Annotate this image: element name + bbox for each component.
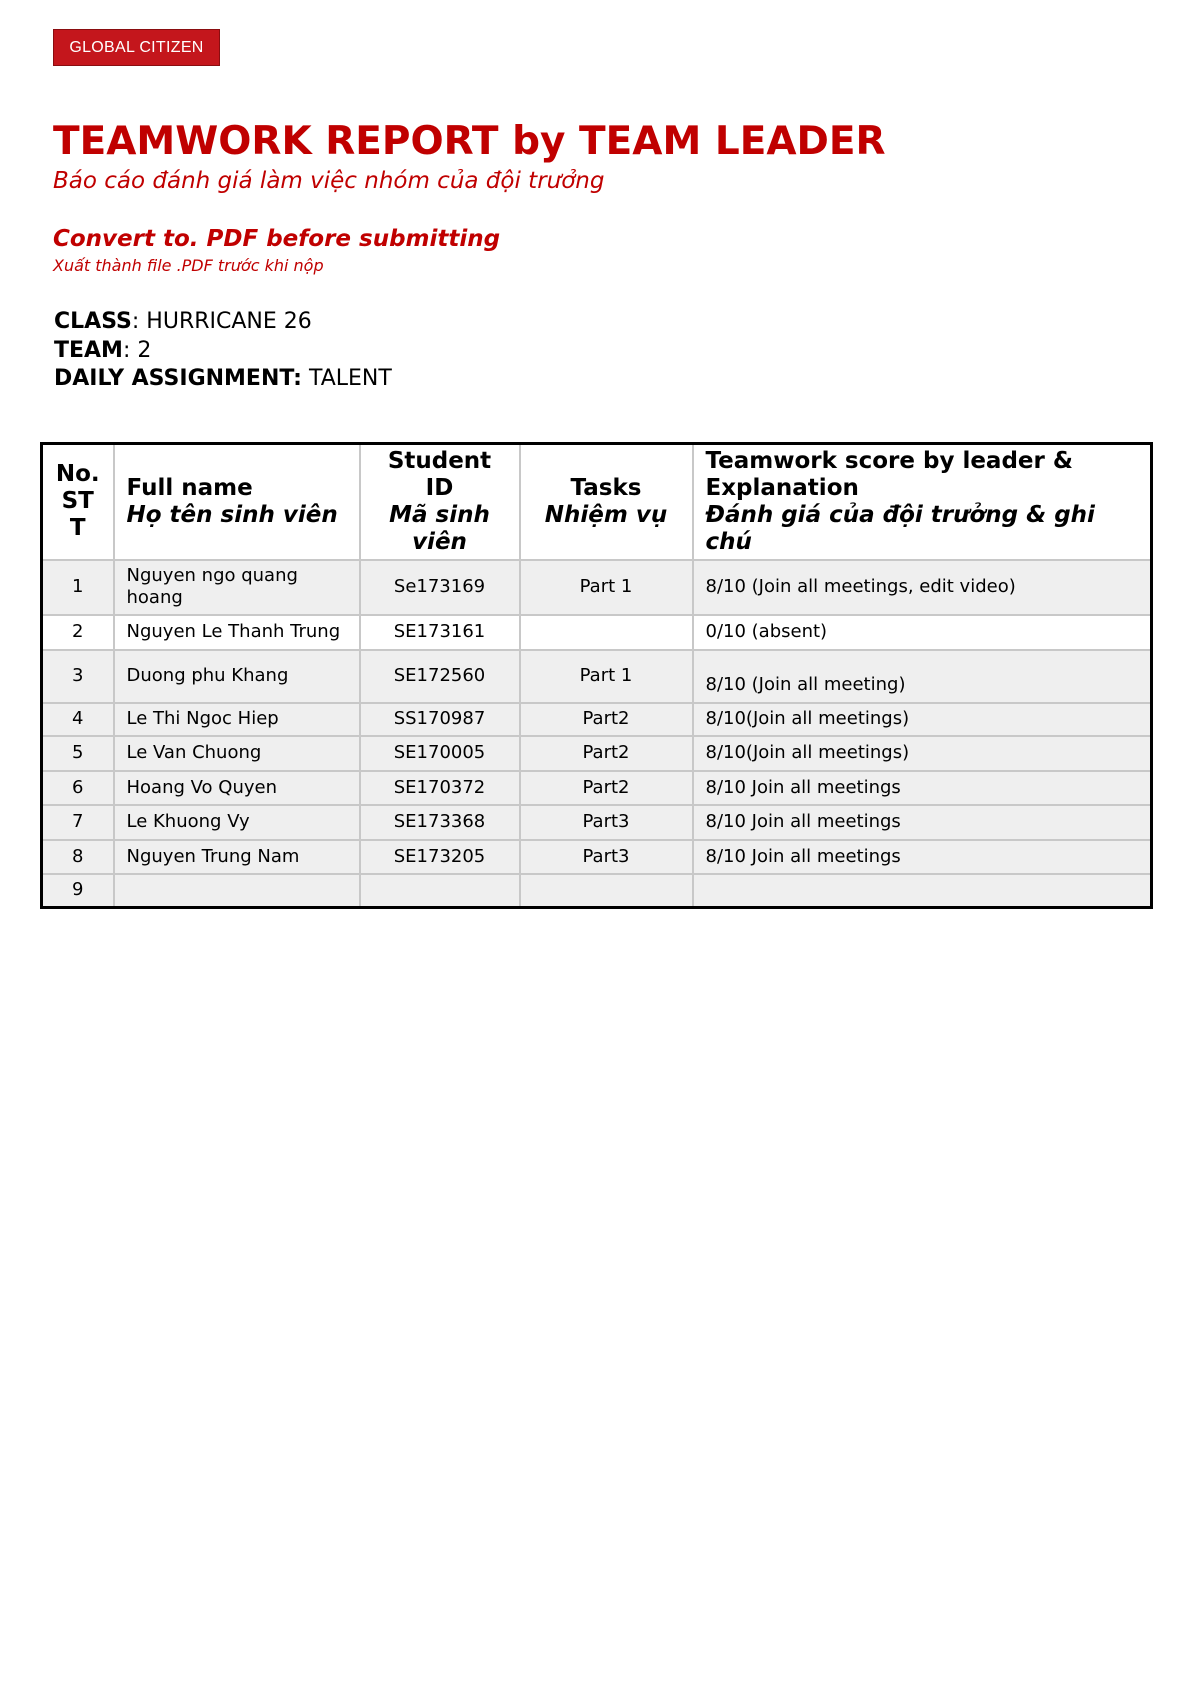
cell-name: Nguyen Le Thanh Trung xyxy=(114,615,360,650)
cell-task: Part3 xyxy=(520,805,693,840)
header-id-vn: Mã sinh viên xyxy=(389,501,490,555)
cell-name: Le Khuong Vy xyxy=(114,805,360,840)
cell-student-id: SE173205 xyxy=(360,840,520,874)
header-no-vn: ST T xyxy=(61,488,94,542)
header-id-en: Student ID xyxy=(387,447,492,501)
table-row xyxy=(42,840,1152,874)
team-value: : 2 xyxy=(122,338,152,363)
table-row xyxy=(42,615,1152,650)
cell-no: 5 xyxy=(42,736,114,771)
assignment-value: TALENT xyxy=(301,366,392,391)
cell-name: Nguyen Trung Nam xyxy=(114,840,360,874)
header-name-en: Full name xyxy=(126,474,253,501)
cell-no: 6 xyxy=(42,771,114,805)
cell-no: 3 xyxy=(42,650,114,703)
teamwork-table xyxy=(40,442,1153,909)
cell-name: Hoang Vo Quyen xyxy=(114,771,360,805)
cell-score: 8/10(Join all meetings) xyxy=(693,736,1152,771)
cell-no: 2 xyxy=(42,615,114,650)
cell-no: 9 xyxy=(42,874,114,908)
page-title: TEAMWORK REPORT by TEAM LEADER xyxy=(53,119,886,164)
header-no-en: No. xyxy=(55,461,100,488)
table-row xyxy=(42,736,1152,771)
table-row xyxy=(42,650,1152,703)
cell-score: 8/10 Join all meetings xyxy=(693,840,1152,874)
cell-name: Le Thi Ngoc Hiep xyxy=(114,703,360,736)
team-label: TEAM xyxy=(54,338,123,363)
cell-task: Part3 xyxy=(520,840,693,874)
cell-no: 7 xyxy=(42,805,114,840)
header-tasks xyxy=(520,444,693,560)
cell-score: 8/10 Join all meetings xyxy=(693,771,1152,805)
table-row xyxy=(42,703,1152,736)
table-row xyxy=(42,771,1152,805)
team-line xyxy=(54,338,151,363)
cell-name: Le Van Chuong xyxy=(114,736,360,771)
cell-task: Part 1 xyxy=(520,650,693,703)
table-row xyxy=(42,805,1152,840)
header-tasks-vn: Nhiệm vụ xyxy=(544,501,668,528)
cell-no: 8 xyxy=(42,840,114,874)
cell-score: 8/10 (Join all meeting) xyxy=(693,650,1152,703)
class-value: : HURRICANE 26 xyxy=(131,309,312,334)
page-subtitle: Báo cáo đánh giá làm việc nhóm của đội trưởng xyxy=(53,168,605,194)
cell-student-id xyxy=(360,874,520,908)
header-no xyxy=(42,444,114,560)
header-tasks-en: Tasks xyxy=(570,474,642,501)
cell-score: 0/10 (absent) xyxy=(693,615,1152,650)
global-citizen-logo xyxy=(53,29,220,66)
class-label: CLASS xyxy=(54,309,132,334)
cell-name: Nguyen ngo quang hoang xyxy=(114,560,360,615)
header-id xyxy=(360,444,520,560)
convert-note-vn: Xuất thành file .PDF trước khi nộp xyxy=(53,256,324,275)
cell-student-id: SS170987 xyxy=(360,703,520,736)
cell-name xyxy=(114,874,360,908)
cell-task: Part2 xyxy=(520,771,693,805)
cell-task xyxy=(520,874,693,908)
header-score-vn: Đánh giá của đội trưởng & ghi chú xyxy=(705,501,1095,555)
cell-student-id: SE170372 xyxy=(360,771,520,805)
cell-student-id: SE170005 xyxy=(360,736,520,771)
cell-task: Part2 xyxy=(520,736,693,771)
assignment-label: DAILY ASSIGNMENT: xyxy=(54,366,302,391)
header-name-vn: Họ tên sinh viên xyxy=(126,501,338,528)
cell-student-id: SE172560 xyxy=(360,650,520,703)
header-score-en: Teamwork score by leader & Explanation xyxy=(705,447,1073,501)
cell-no: 1 xyxy=(42,560,114,615)
logo-text: GLOBAL CITIZEN xyxy=(69,38,204,56)
cell-score: 8/10(Join all meetings) xyxy=(693,703,1152,736)
convert-note: Convert to. PDF before submitting xyxy=(53,226,501,252)
cell-student-id: SE173161 xyxy=(360,615,520,650)
table-row xyxy=(42,874,1152,908)
cell-task: Part 1 xyxy=(520,560,693,615)
cell-score: 8/10 (Join all meetings, edit video) xyxy=(693,560,1152,615)
table-row xyxy=(42,560,1152,615)
cell-score xyxy=(693,874,1152,908)
cell-student-id: Se173169 xyxy=(360,560,520,615)
header-name xyxy=(114,444,360,560)
cell-task xyxy=(520,615,693,650)
header-score xyxy=(693,444,1152,560)
class-line xyxy=(54,309,312,334)
cell-student-id: SE173368 xyxy=(360,805,520,840)
cell-name: Duong phu Khang xyxy=(114,650,360,703)
cell-no: 4 xyxy=(42,703,114,736)
assignment-line xyxy=(54,366,392,391)
cell-score: 8/10 Join all meetings xyxy=(693,805,1152,840)
table-header-row xyxy=(42,444,1152,560)
cell-task: Part2 xyxy=(520,703,693,736)
